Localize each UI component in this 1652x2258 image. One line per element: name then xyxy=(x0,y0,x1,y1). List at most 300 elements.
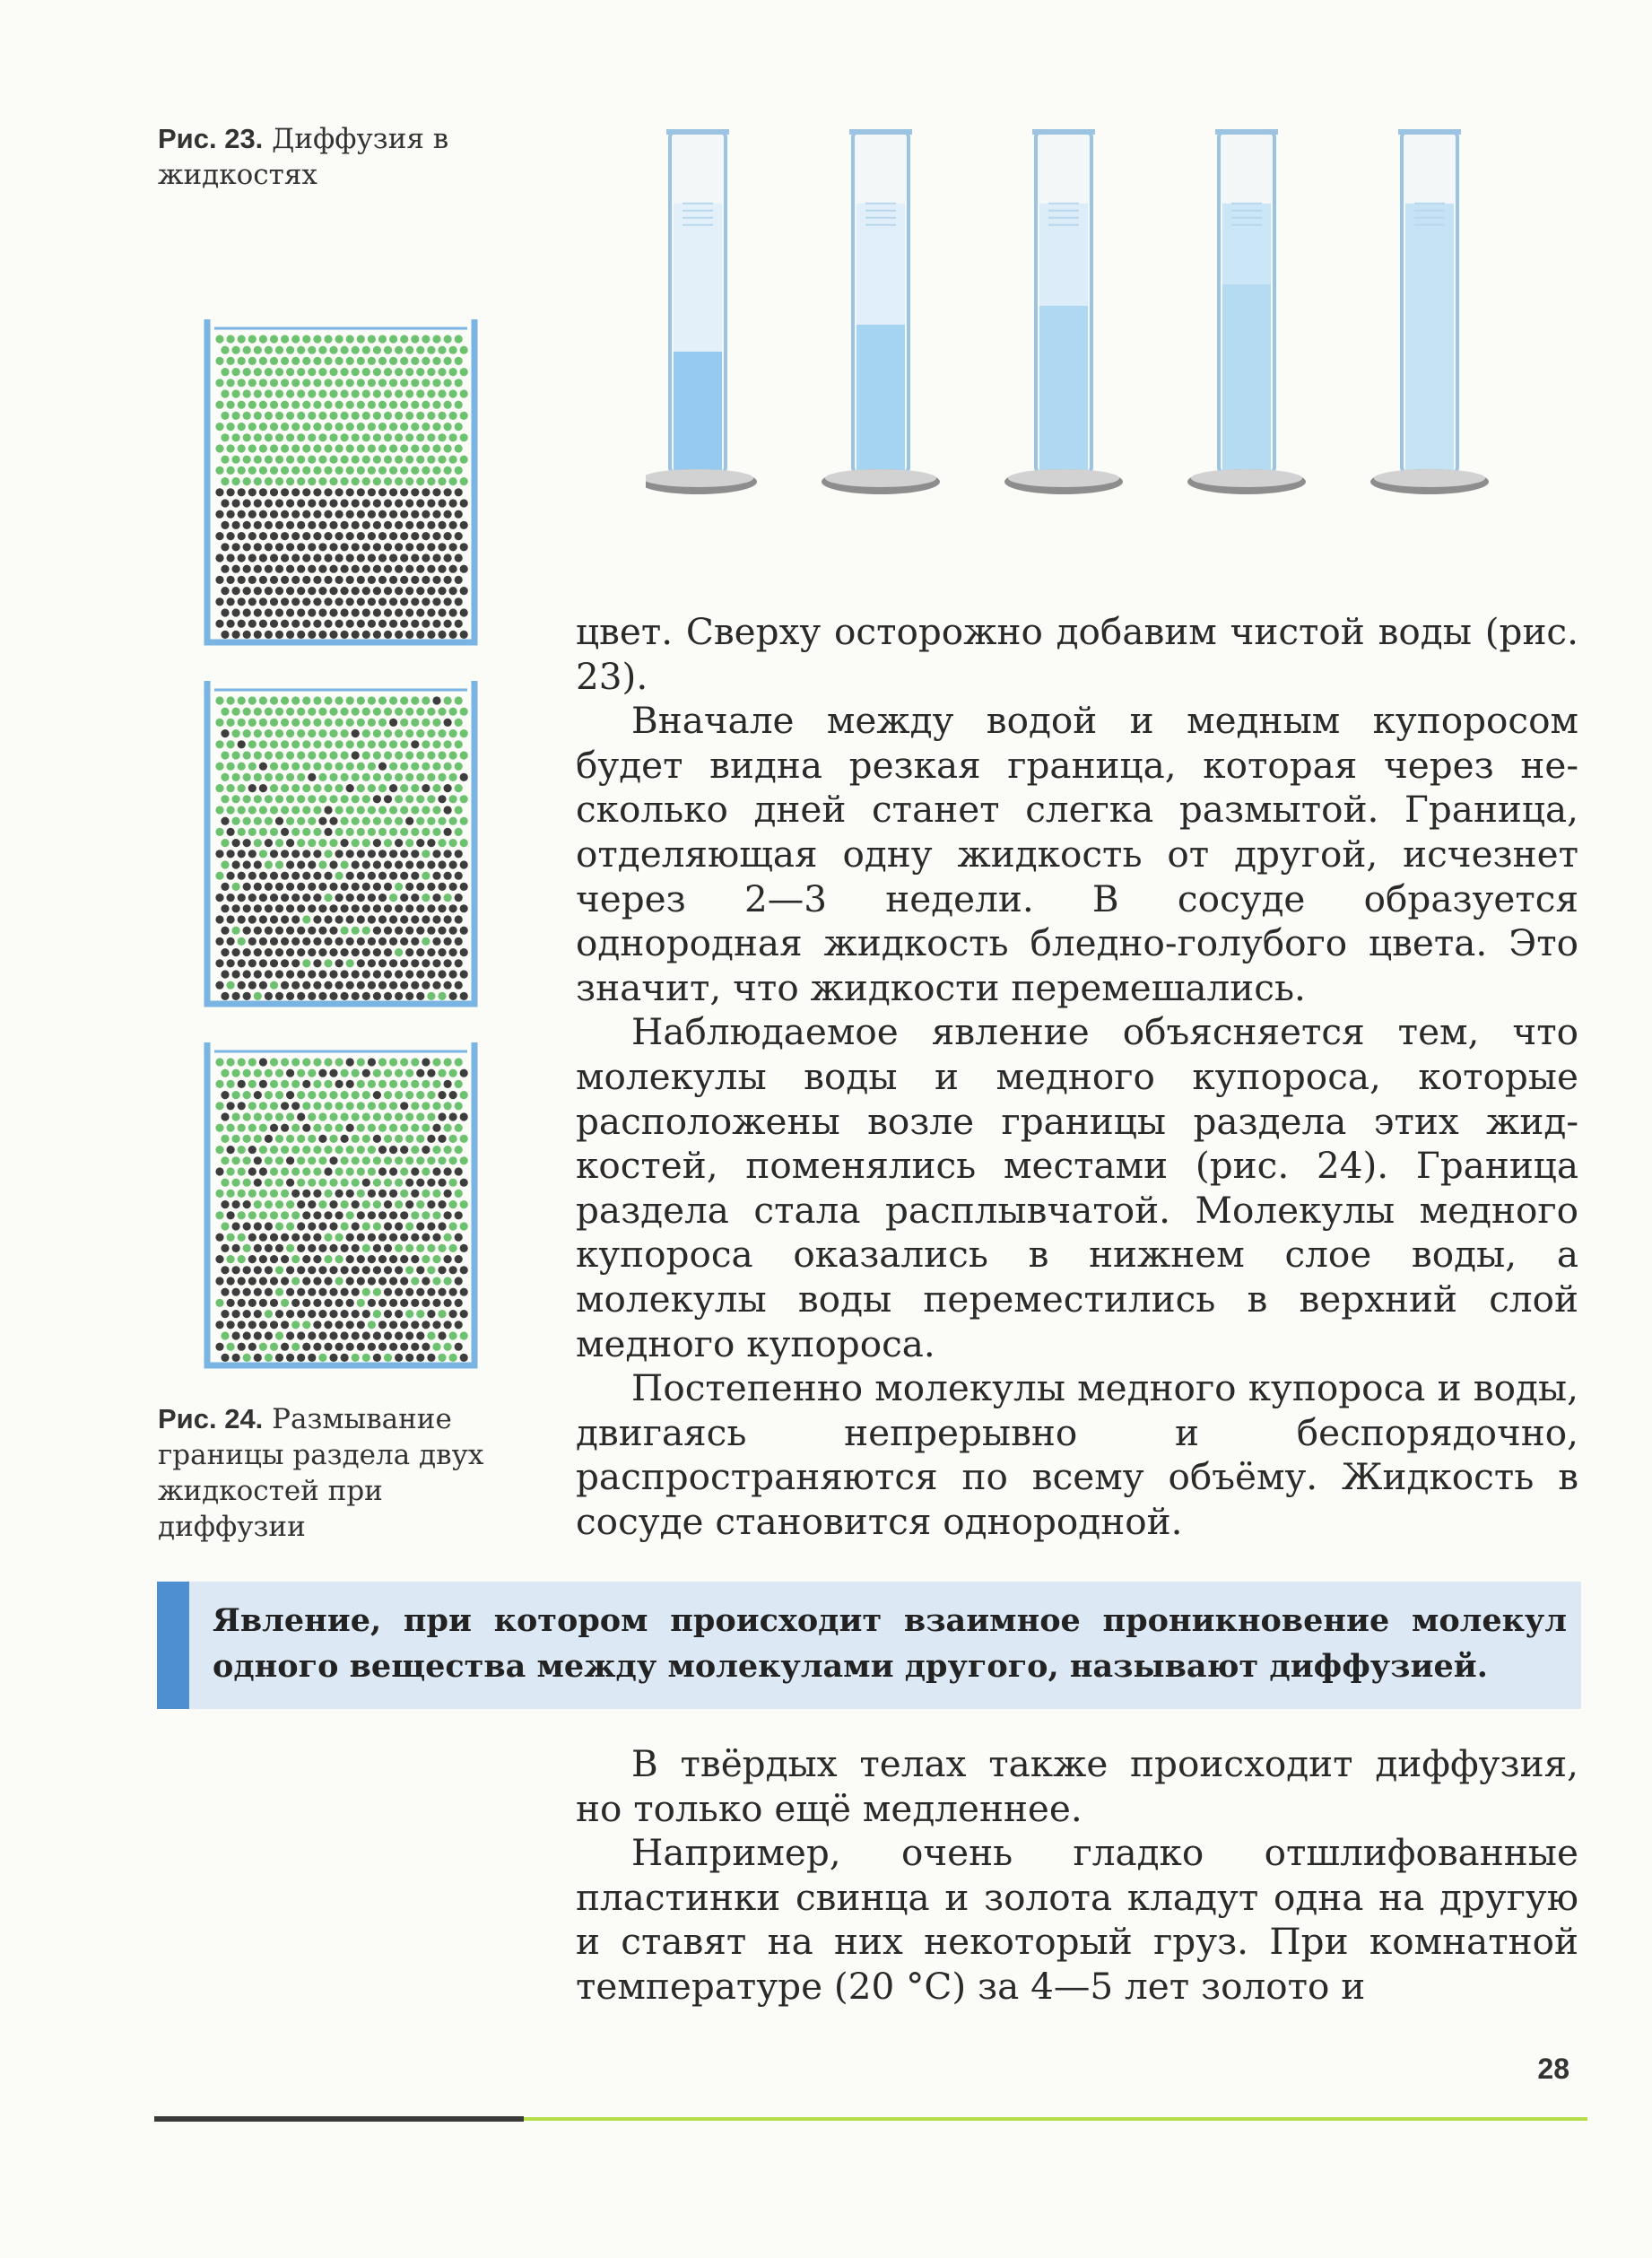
vitriol-molecule xyxy=(270,937,278,946)
water-molecule xyxy=(449,708,457,716)
water-molecule xyxy=(395,708,403,716)
vitriol-molecule xyxy=(368,1277,376,1285)
vitriol-molecule xyxy=(270,850,278,858)
vitriol-molecule xyxy=(357,597,365,606)
vitriol-molecule xyxy=(449,608,457,616)
water-molecule xyxy=(389,1058,397,1066)
water-molecule xyxy=(346,335,354,343)
water-molecule xyxy=(335,806,343,814)
vitriol-molecule xyxy=(248,872,256,880)
water-molecule xyxy=(313,719,321,727)
vitriol-molecule xyxy=(357,981,365,990)
water-molecule xyxy=(449,729,457,737)
vitriol-molecule xyxy=(335,488,343,496)
water-molecule xyxy=(297,751,305,759)
vitriol-molecule xyxy=(281,937,289,946)
water-molecule xyxy=(324,1234,332,1242)
vitriol-molecule xyxy=(449,860,457,868)
water-molecule xyxy=(291,806,300,814)
vitriol-molecule xyxy=(243,992,251,1000)
vitriol-molecule xyxy=(275,927,283,935)
vitriol-molecule xyxy=(411,937,419,946)
water-molecule xyxy=(291,740,300,748)
water-molecule xyxy=(460,412,468,420)
water-molecule xyxy=(275,1091,283,1099)
vitriol-molecule xyxy=(432,894,440,902)
water-molecule xyxy=(302,763,310,771)
water-molecule xyxy=(259,1124,267,1132)
water-molecule xyxy=(384,1354,392,1362)
vitriol-molecule xyxy=(313,1255,321,1263)
water-molecule xyxy=(248,806,256,814)
water-molecule xyxy=(329,1135,337,1143)
vitriol-molecule xyxy=(313,597,321,606)
vitriol-molecule xyxy=(248,1277,256,1285)
vitriol-molecule xyxy=(395,970,403,978)
water-molecule xyxy=(259,466,267,475)
water-molecule xyxy=(335,1255,343,1263)
water-molecule xyxy=(318,1200,326,1208)
water-molecule xyxy=(265,433,273,441)
vitriol-molecule xyxy=(400,915,408,923)
water-molecule xyxy=(411,1146,419,1154)
water-molecule xyxy=(335,357,343,365)
water-molecule xyxy=(248,1058,256,1066)
vitriol-molecule xyxy=(297,1244,305,1252)
vitriol-molecule xyxy=(243,860,251,868)
water-molecule xyxy=(346,444,354,452)
vitriol-molecule xyxy=(341,970,349,978)
water-molecule xyxy=(281,357,289,365)
vitriol-molecule xyxy=(460,948,468,956)
vitriol-molecule xyxy=(270,1277,278,1285)
vitriol-molecule xyxy=(352,992,360,1000)
vitriol-molecule xyxy=(291,597,300,606)
water-molecule xyxy=(335,335,343,343)
vitriol-molecule xyxy=(449,927,457,935)
vitriol-molecule xyxy=(265,970,273,978)
water-molecule xyxy=(384,1156,392,1164)
water-molecule xyxy=(455,401,463,409)
water-molecule xyxy=(352,817,360,825)
vitriol-molecule xyxy=(405,587,413,595)
water-molecule xyxy=(395,368,403,376)
water-molecule xyxy=(449,1179,457,1187)
vessel-mixed xyxy=(202,1039,480,1371)
water-molecule xyxy=(291,1277,300,1285)
vitriol-molecule xyxy=(405,1354,413,1362)
water-molecule xyxy=(215,1058,223,1066)
vitriol-molecule xyxy=(275,608,283,616)
water-molecule xyxy=(455,828,463,836)
vitriol-molecule xyxy=(281,1343,289,1351)
water-molecule xyxy=(449,389,457,397)
vitriol-molecule xyxy=(308,1200,316,1208)
vitriol-molecule xyxy=(238,510,246,519)
vitriol-molecule xyxy=(368,488,376,496)
water-molecule xyxy=(422,379,430,387)
vitriol-molecule xyxy=(389,1234,397,1242)
water-molecule xyxy=(318,389,326,397)
water-molecule xyxy=(384,346,392,354)
vitriol-molecule xyxy=(232,608,240,616)
vitriol-molecule xyxy=(302,1211,310,1219)
water-molecule xyxy=(275,433,283,441)
water-molecule xyxy=(357,401,365,409)
vitriol-molecule xyxy=(352,1244,360,1252)
water-molecule xyxy=(232,1179,240,1187)
water-molecule xyxy=(297,477,305,485)
water-molecule xyxy=(395,389,403,397)
water-molecule xyxy=(259,1343,267,1351)
vitriol-molecule xyxy=(232,631,240,639)
water-molecule xyxy=(373,368,381,376)
water-molecule xyxy=(308,456,316,464)
water-molecule xyxy=(243,1091,251,1099)
vitriol-molecule xyxy=(438,1222,446,1230)
water-molecule xyxy=(455,335,463,343)
vitriol-molecule xyxy=(265,499,273,507)
vitriol-molecule xyxy=(265,948,273,956)
water-molecule xyxy=(238,937,246,946)
vitriol-molecule xyxy=(335,1299,343,1307)
vitriol-molecule xyxy=(313,894,321,902)
water-molecule xyxy=(243,433,251,441)
vitriol-molecule xyxy=(254,1331,262,1339)
water-molecule xyxy=(455,806,463,814)
fig24-vessel-2 xyxy=(202,677,480,1009)
water-molecule xyxy=(449,1244,457,1252)
water-molecule xyxy=(270,1146,278,1154)
vitriol-molecule xyxy=(232,1354,240,1362)
water-molecule xyxy=(416,477,424,485)
vitriol-molecule xyxy=(422,915,430,923)
water-molecule xyxy=(460,477,468,485)
water-molecule xyxy=(335,1167,343,1175)
vitriol-molecule xyxy=(281,1124,289,1132)
water-molecule xyxy=(291,423,300,431)
vitriol-molecule xyxy=(313,488,321,496)
vitriol-molecule xyxy=(389,784,397,792)
water-molecule xyxy=(227,1343,235,1351)
vitriol-molecule xyxy=(308,948,316,956)
water-molecule xyxy=(302,740,310,748)
vitriol-molecule xyxy=(368,1058,376,1066)
vitriol-molecule xyxy=(324,828,332,836)
water-molecule xyxy=(286,456,294,464)
water-molecule xyxy=(215,1080,223,1088)
vitriol-molecule xyxy=(416,1266,424,1274)
water-molecule xyxy=(302,1167,310,1175)
vitriol-molecule xyxy=(395,904,403,912)
water-molecule xyxy=(444,1343,452,1351)
water-molecule xyxy=(438,477,446,485)
water-molecule xyxy=(432,379,440,387)
water-molecule xyxy=(389,444,397,452)
vitriol-molecule xyxy=(243,631,251,639)
water-molecule xyxy=(444,335,452,343)
water-molecule xyxy=(362,1354,370,1362)
vitriol-molecule xyxy=(275,565,283,573)
water-molecule xyxy=(259,1102,267,1110)
water-molecule xyxy=(270,1102,278,1110)
water-molecule xyxy=(291,1343,300,1351)
vitriol-molecule xyxy=(324,488,332,496)
vitriol-molecule xyxy=(422,576,430,584)
vitriol-molecule xyxy=(378,915,387,923)
vitriol-molecule xyxy=(346,488,354,496)
water-molecule xyxy=(455,379,463,387)
water-molecule xyxy=(318,1112,326,1120)
vitriol-molecule xyxy=(324,806,332,814)
water-molecule xyxy=(362,729,370,737)
water-molecule xyxy=(297,389,305,397)
vitriol-molecule xyxy=(254,1222,262,1230)
water-molecule xyxy=(352,773,360,781)
water-molecule xyxy=(232,795,240,803)
water-molecule xyxy=(400,379,408,387)
water-molecule xyxy=(232,883,240,891)
water-molecule xyxy=(318,795,326,803)
water-molecule xyxy=(313,1080,321,1088)
vitriol-molecule xyxy=(318,499,326,507)
water-molecule xyxy=(427,1331,435,1339)
water-molecule xyxy=(395,1244,403,1252)
water-molecule xyxy=(362,1156,370,1164)
vitriol-molecule xyxy=(281,554,289,562)
vitriol-molecule xyxy=(275,1310,283,1318)
vitriol-molecule xyxy=(308,860,316,868)
vitriol-molecule xyxy=(275,992,283,1000)
water-molecule xyxy=(302,1146,310,1154)
vitriol-molecule xyxy=(460,1179,468,1187)
water-molecule xyxy=(422,806,430,814)
vitriol-molecule xyxy=(308,565,316,573)
vitriol-molecule xyxy=(270,959,278,967)
water-molecule xyxy=(352,1112,360,1120)
water-molecule xyxy=(395,456,403,464)
water-molecule xyxy=(324,1255,332,1263)
water-molecule xyxy=(368,1102,376,1110)
vitriol-molecule xyxy=(308,883,316,891)
water-molecule xyxy=(432,1190,440,1198)
water-molecule xyxy=(368,335,376,343)
water-molecule xyxy=(281,423,289,431)
vitriol-molecule xyxy=(308,521,316,529)
water-molecule xyxy=(227,696,235,704)
water-molecule xyxy=(248,1190,256,1198)
water-molecule xyxy=(281,1167,289,1175)
vitriol-molecule xyxy=(411,1234,419,1242)
water-molecule xyxy=(357,1190,365,1198)
water-molecule xyxy=(232,817,240,825)
vitriol-molecule xyxy=(405,565,413,573)
vitriol-molecule xyxy=(248,620,256,628)
vitriol-molecule xyxy=(346,1234,354,1242)
water-molecule xyxy=(411,444,419,452)
water-molecule xyxy=(254,751,262,759)
vitriol-molecule xyxy=(302,576,310,584)
water-molecule xyxy=(449,1331,457,1339)
vitriol-molecule xyxy=(416,927,424,935)
water-molecule xyxy=(444,696,452,704)
vitriol-molecule xyxy=(254,904,262,912)
water-molecule xyxy=(373,1179,381,1187)
vitriol-molecule xyxy=(455,597,463,606)
water-molecule xyxy=(335,401,343,409)
vitriol-molecule xyxy=(329,948,337,956)
water-molecule xyxy=(400,357,408,365)
vitriol-molecule xyxy=(238,488,246,496)
water-molecule xyxy=(400,719,408,727)
water-molecule xyxy=(275,1069,283,1077)
water-molecule xyxy=(389,894,397,902)
vitriol-molecule xyxy=(400,1234,408,1242)
vitriol-molecule xyxy=(368,576,376,584)
vitriol-molecule xyxy=(427,927,435,935)
water-molecule xyxy=(215,763,223,771)
water-molecule xyxy=(259,444,267,452)
water-molecule xyxy=(243,1244,251,1252)
vitriol-molecule xyxy=(335,915,343,923)
vitriol-molecule xyxy=(329,1156,337,1164)
vitriol-molecule xyxy=(389,959,397,967)
water-molecule xyxy=(329,346,337,354)
vitriol-molecule xyxy=(265,839,273,847)
vitriol-molecule xyxy=(368,532,376,540)
vitriol-molecule xyxy=(341,608,349,616)
water-molecule xyxy=(270,696,278,704)
vitriol-molecule xyxy=(248,1321,256,1329)
water-molecule xyxy=(238,401,246,409)
water-molecule xyxy=(384,773,392,781)
vitriol-molecule xyxy=(329,817,337,825)
water-molecule xyxy=(352,412,360,420)
vitriol-molecule xyxy=(308,1288,316,1296)
vitriol-molecule xyxy=(427,839,435,847)
water-molecule xyxy=(232,389,240,397)
water-molecule xyxy=(422,1211,430,1219)
vitriol-molecule xyxy=(302,510,310,519)
vitriol-molecule xyxy=(286,883,294,891)
vitriol-molecule xyxy=(438,1179,446,1187)
water-molecule xyxy=(248,1080,256,1088)
water-molecule xyxy=(422,466,430,475)
water-molecule xyxy=(346,696,354,704)
water-molecule xyxy=(438,1310,446,1318)
water-molecule xyxy=(352,1091,360,1099)
vitriol-molecule xyxy=(248,981,256,990)
water-molecule xyxy=(357,1102,365,1110)
water-molecule xyxy=(243,1354,251,1362)
vitriol-molecule xyxy=(455,981,463,990)
water-molecule xyxy=(389,423,397,431)
vitriol-molecule xyxy=(444,872,452,880)
vitriol-molecule xyxy=(254,860,262,868)
water-molecule xyxy=(341,1222,349,1230)
water-molecule xyxy=(411,806,419,814)
body-text-upper xyxy=(576,610,1578,1544)
vitriol-molecule xyxy=(352,1200,360,1208)
water-molecule xyxy=(335,1058,343,1066)
vitriol-molecule xyxy=(259,784,267,792)
water-molecule xyxy=(232,927,240,935)
vitriol-molecule xyxy=(368,915,376,923)
water-molecule xyxy=(368,828,376,836)
vitriol-molecule xyxy=(395,839,403,847)
water-molecule xyxy=(227,981,235,990)
water-molecule xyxy=(411,828,419,836)
vitriol-molecule xyxy=(346,1299,354,1307)
water-molecule xyxy=(324,696,332,704)
vitriol-molecule xyxy=(438,904,446,912)
water-molecule xyxy=(357,423,365,431)
vitriol-molecule xyxy=(373,587,381,595)
vitriol-molecule xyxy=(352,883,360,891)
vitriol-molecule xyxy=(259,510,267,519)
vitriol-molecule xyxy=(221,817,229,825)
vitriol-molecule xyxy=(286,499,294,507)
vitriol-molecule xyxy=(232,1331,240,1339)
water-molecule xyxy=(427,708,435,716)
vitriol-molecule xyxy=(297,1331,305,1339)
vitriol-molecule xyxy=(275,587,283,595)
water-molecule xyxy=(324,959,332,967)
vitriol-molecule xyxy=(318,608,326,616)
vitriol-molecule xyxy=(357,620,365,628)
water-molecule xyxy=(215,740,223,748)
water-molecule xyxy=(352,346,360,354)
vitriol-molecule xyxy=(243,608,251,616)
vitriol-molecule xyxy=(227,1102,235,1110)
water-molecule xyxy=(395,773,403,781)
vitriol-molecule xyxy=(335,1343,343,1351)
vitriol-molecule xyxy=(455,1167,463,1175)
water-molecule xyxy=(438,1069,446,1077)
vitriol-molecule xyxy=(265,543,273,551)
water-molecule xyxy=(324,763,332,771)
water-molecule xyxy=(405,433,413,441)
water-molecule xyxy=(444,894,452,902)
vitriol-molecule xyxy=(405,860,413,868)
water-molecule xyxy=(329,477,337,485)
vitriol-molecule xyxy=(368,1299,376,1307)
vitriol-molecule xyxy=(400,1277,408,1285)
water-molecule xyxy=(248,466,256,475)
vitriol-molecule xyxy=(389,937,397,946)
vitriol-molecule xyxy=(318,948,326,956)
water-molecule xyxy=(416,456,424,464)
vitriol-molecule xyxy=(248,1167,256,1175)
vitriol-molecule xyxy=(352,751,360,759)
vitriol-molecule xyxy=(368,510,376,519)
vitriol-molecule xyxy=(373,883,381,891)
water-molecule xyxy=(335,1124,343,1132)
water-molecule xyxy=(215,806,223,814)
water-molecule xyxy=(384,1069,392,1077)
water-molecule xyxy=(232,1091,240,1099)
vitriol-molecule xyxy=(275,948,283,956)
vitriol-molecule xyxy=(232,1200,240,1208)
vitriol-molecule xyxy=(259,763,267,771)
water-molecule xyxy=(243,346,251,354)
water-molecule xyxy=(411,784,419,792)
water-molecule xyxy=(411,357,419,365)
water-molecule xyxy=(281,696,289,704)
water-molecule xyxy=(357,1058,365,1066)
vitriol-molecule xyxy=(259,894,267,902)
vitriol-molecule xyxy=(395,499,403,507)
